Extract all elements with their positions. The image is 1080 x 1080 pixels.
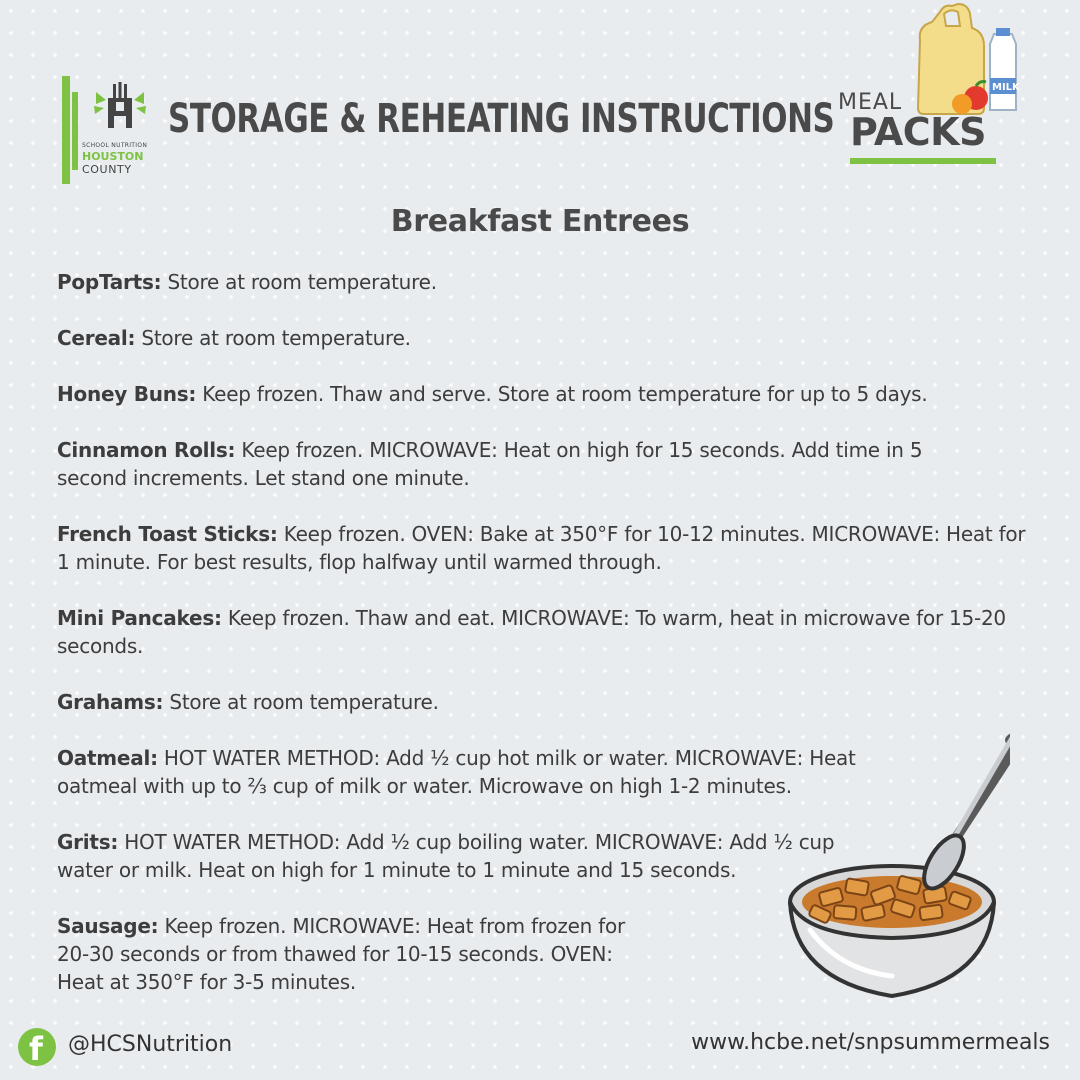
entry-honey-buns — [57, 380, 1037, 408]
meal-label: MEAL — [838, 90, 903, 115]
grocery-icon — [910, 0, 1030, 120]
logo-bar — [62, 76, 70, 184]
entry-cinnamon-rolls — [57, 436, 957, 492]
houston-county-logo — [62, 74, 166, 186]
entry-mini-pancakes — [57, 604, 1022, 660]
entry-text: Keep frozen. MICROWAVE: Heat on high for 15 seconds. Add time in 5 second increments. Let stand one minute. — [57, 438, 923, 490]
social-handle[interactable]: @HCSNutrition — [68, 1032, 233, 1057]
entry-name: Cinnamon Rolls: — [57, 438, 236, 462]
entry-text: Store at room temperature. — [135, 326, 411, 350]
entry-grits — [57, 828, 887, 884]
entry-cereal — [57, 324, 1037, 352]
entry-text: Keep frozen. Thaw and eat. MICROWAVE: To warm, heat in microwave for 15-20 seconds. — [57, 606, 1006, 658]
facebook-icon[interactable]: f — [18, 1028, 56, 1066]
meal-packs-badge — [836, 0, 1026, 170]
entry-poptarts — [57, 268, 1037, 296]
entry-name: Grahams: — [57, 690, 164, 714]
fork-h-icon — [80, 80, 160, 142]
entry-text: Store at room temperature. — [161, 270, 437, 294]
entry-name: Honey Buns: — [57, 382, 197, 406]
entry-text: HOT WATER METHOD: Add ½ cup hot milk or water. MICROWAVE: Heat oatmeal with up to ⅔ cup of milk or water. Microwave on high 1-2 minutes. — [57, 746, 856, 798]
packs-underline — [850, 158, 996, 164]
entry-text: HOT WATER METHOD: Add ½ cup boiling water. MICROWAVE: Add ½ cup water or milk. Heat on high for 1 minute to 1 minute and 15 seconds. — [57, 830, 835, 882]
entry-name: Oatmeal: — [57, 746, 158, 770]
entry-name: Sausage: — [57, 914, 159, 938]
logo-bar-inner — [72, 92, 78, 170]
cereal-bowl-icon — [780, 730, 1010, 1030]
entry-name: Mini Pancakes: — [57, 606, 222, 630]
website-link[interactable]: www.hcbe.net/snpsummermeals — [691, 1030, 1050, 1055]
entry-sausage — [57, 912, 657, 996]
logo-line-county: COUNTY — [82, 163, 132, 176]
entry-text: Keep frozen. OVEN: Bake at 350°F for 10-12 minutes. MICROWAVE: Heat for 1 minute. For best results, flop halfway until warmed through. — [57, 522, 1026, 574]
entry-text: Keep frozen. MICROWAVE: Heat from frozen for 20-30 seconds or from thawed for 10-15 seconds. OVEN: Heat at 350°F for 3-5 minutes. — [57, 914, 625, 994]
section-heading: Breakfast Entrees — [390, 204, 690, 239]
entry-name: French Toast Sticks: — [57, 522, 278, 546]
logo-line-school-nutrition: SCHOOL NUTRITION — [82, 142, 148, 149]
entry-french-toast-sticks — [57, 520, 1032, 576]
entry-text: Keep frozen. Thaw and serve. Store at room temperature for up to 5 days. — [196, 382, 928, 406]
logo-line-houston: HOUSTON — [82, 150, 144, 163]
entry-name: PopTarts: — [57, 270, 162, 294]
entry-name: Cereal: — [57, 326, 136, 350]
entry-grahams — [57, 688, 1037, 716]
entry-name: Grits: — [57, 830, 119, 854]
entry-text: Store at room temperature. — [163, 690, 439, 714]
page-title: STORAGE & REHEATING INSTRUCTIONS — [168, 96, 835, 142]
packs-label: PACKS — [850, 110, 986, 154]
entry-oatmeal — [57, 744, 897, 800]
milk-label: MILK — [992, 82, 1020, 93]
